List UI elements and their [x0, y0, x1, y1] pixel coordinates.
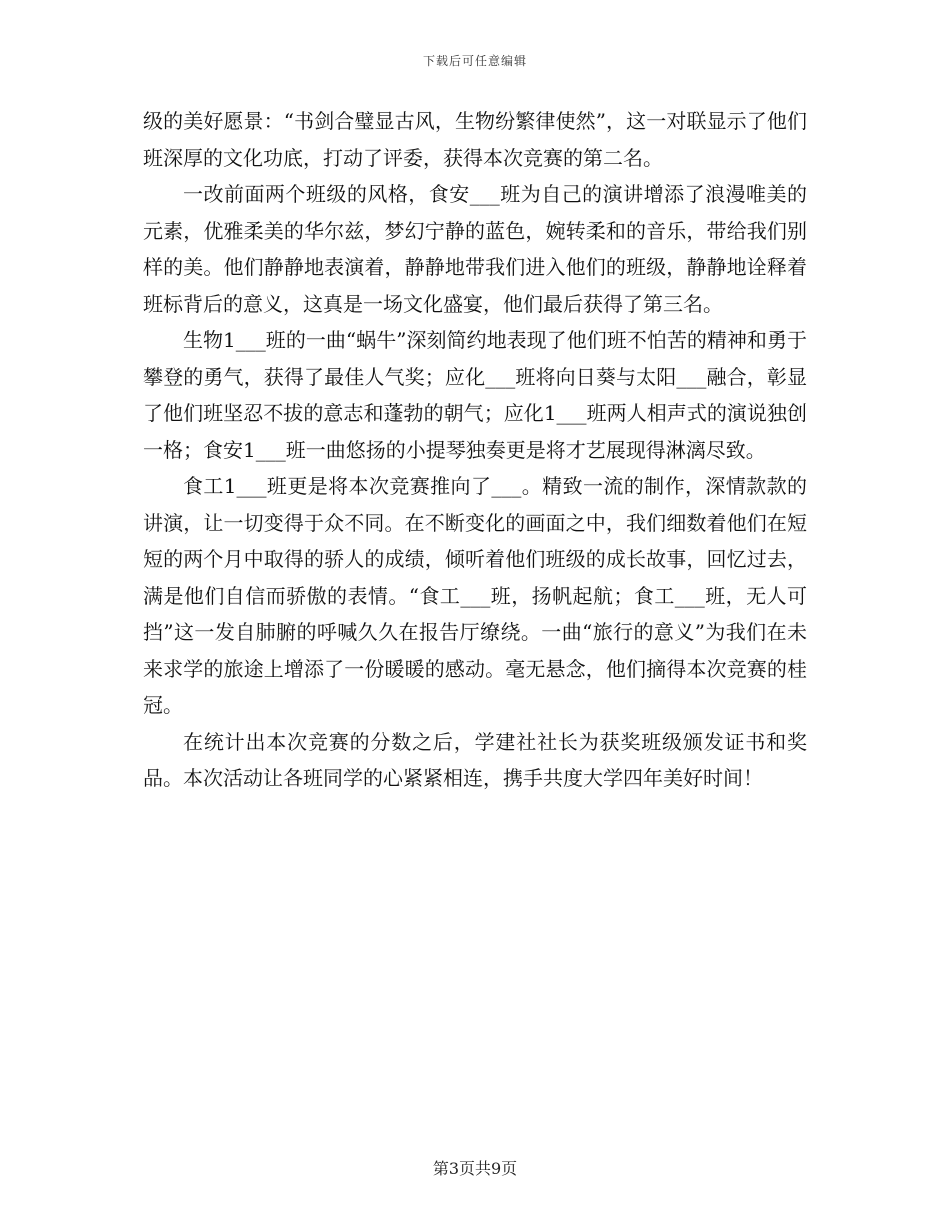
paragraph: 食工1___班更是将本次竞赛推向了___。精致一流的制作，深情款款的讲演，让一切变得于众不同。在不断变化的画面之中，我们细数着他们在短短的两个月中取得的骄人的成绩，倾听着他们班级的成长故事，回忆过去，满是他们自信而骄傲的表情。“食工___班，扬帆起航；食工___班，无人可挡”这一发自肺腑的呼喊久久在报告厅缭绕。一曲“旅行的意义”为我们在未来求学的旅途上增添了一份暖暖的感动。毫无悬念，他们摘得本次竞赛的桂冠。	[143, 474, 807, 717]
page-header: 下载后可任意编辑	[422, 54, 527, 68]
paragraph: 在统计出本次竞赛的分数之后，学建社社长为获奖班级颁发证书和奖品。本次活动让各班同学的心紧紧相连，携手共度大学四年美好时间！	[143, 729, 807, 790]
paragraph-continued: 级的美好愿景：“书剑合璧显古风，生物纷繁律使然”，这一对联显示了他们班深厚的文化功底，打动了评委，获得本次竞赛的第二名。	[143, 109, 807, 170]
document-body	[143, 103, 807, 797]
page-number-footer: 第3页共9页	[432, 1159, 518, 1178]
paragraph: 一改前面两个班级的风格，食安___班为自己的演讲增添了浪漫唯美的元素，优雅柔美的华尔兹，梦幻宁静的蓝色，婉转柔和的音乐，带给我们别样的美。他们静静地表演着，静静地带我们进入他们的班级，静静地诠释着班标背后的意义，这真是一场文化盛宴，他们最后获得了第三名。	[143, 182, 807, 316]
paragraph: 生物1___班的一曲“蜗牛”深刻简约地表现了他们班不怕苦的精神和勇于攀登的勇气，获得了最佳人气奖；应化___班将向日葵与太阳___融合，彰显了他们班坚忍不拔的意志和蓬勃的朝气；应化1___班两人相声式的演说独创一格；食安1___班一曲悠扬的小提琴独奏更是将才艺展现得淋漓尽致。	[143, 328, 807, 462]
